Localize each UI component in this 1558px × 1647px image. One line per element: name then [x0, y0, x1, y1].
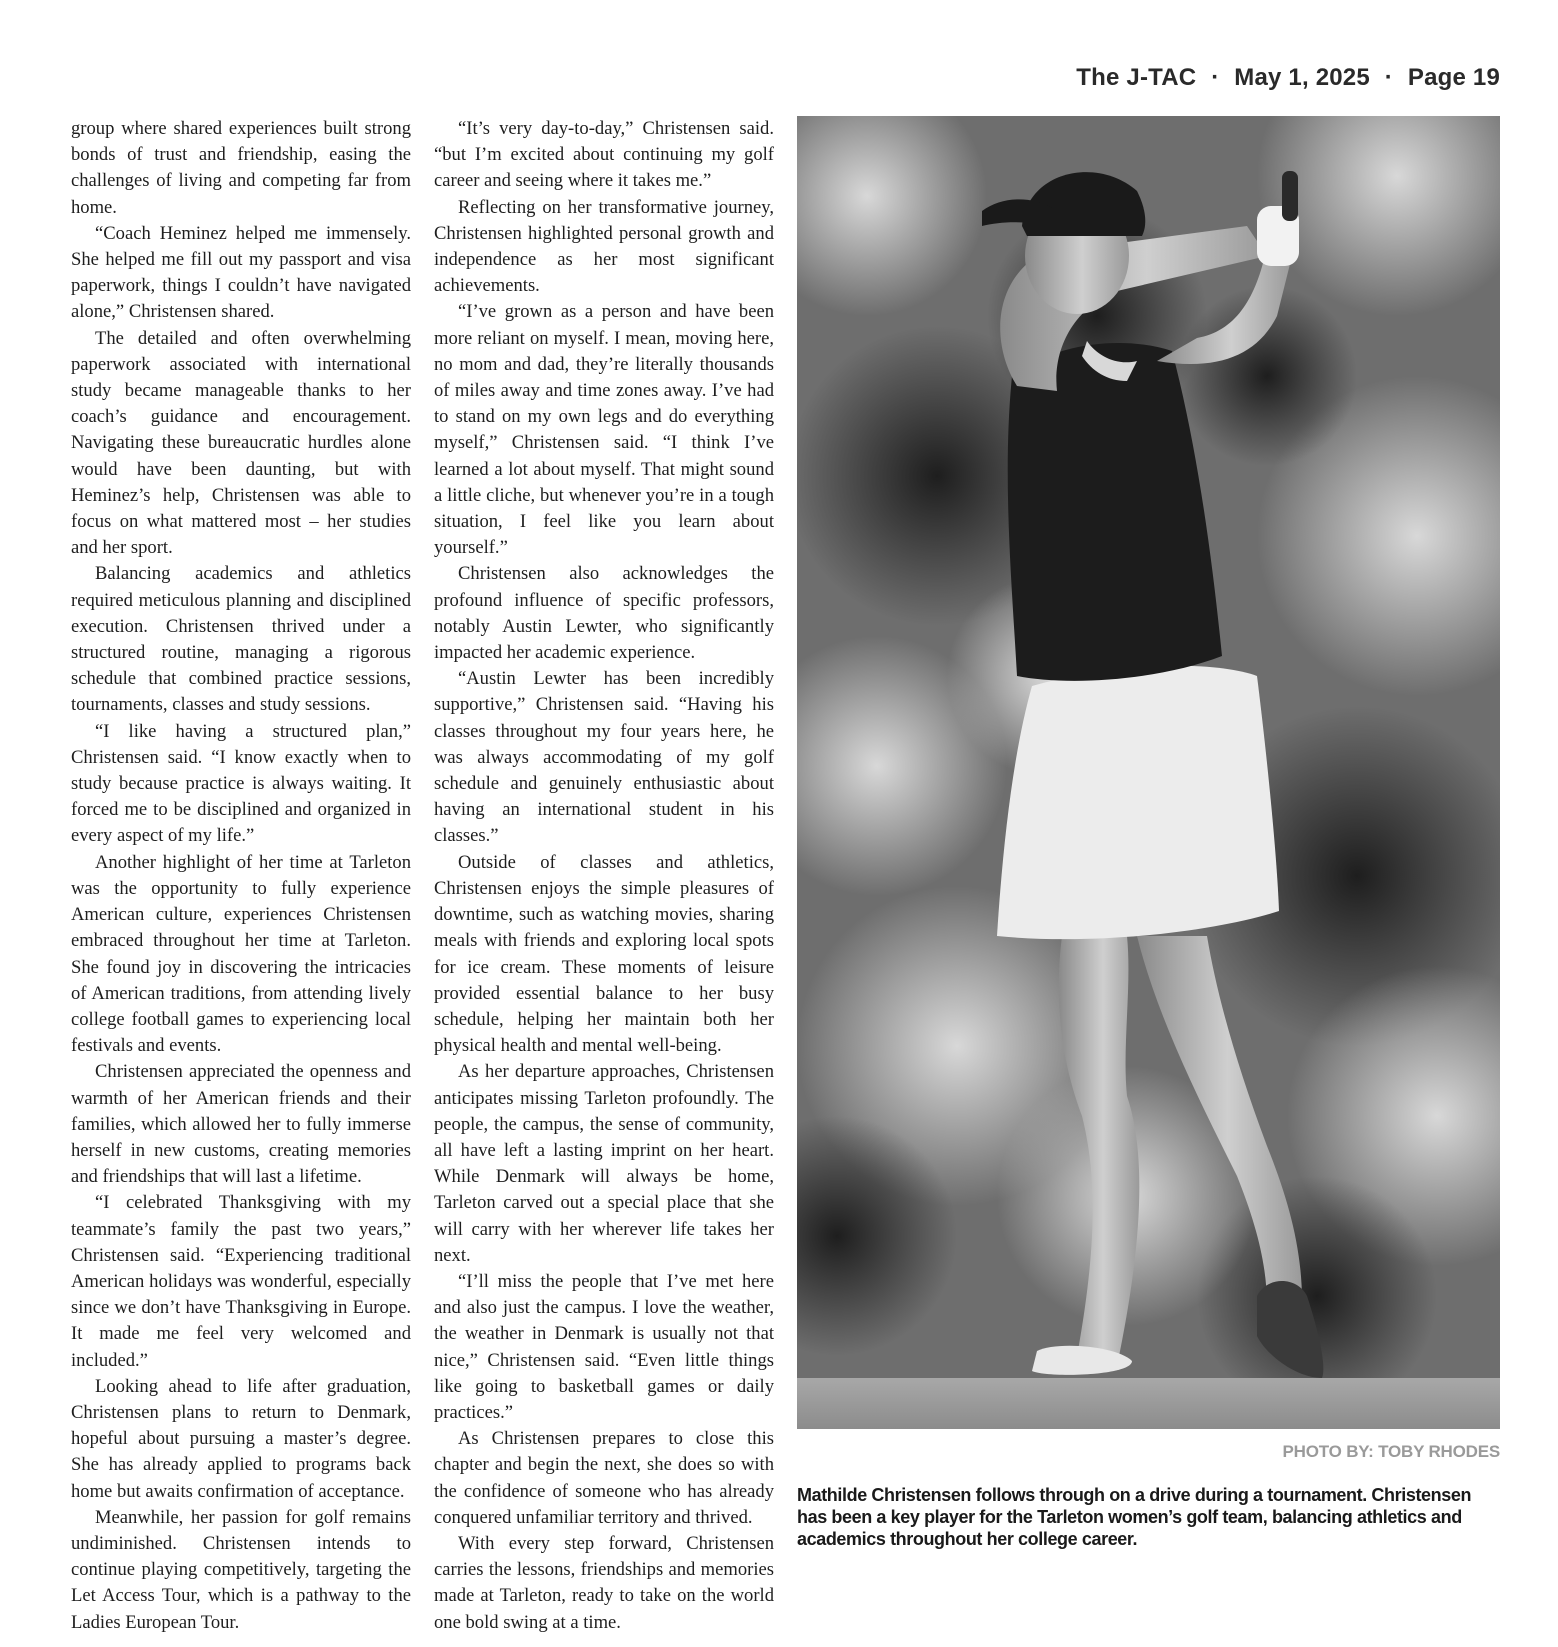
golfer-photo [797, 116, 1500, 1429]
article-paragraph: With every step forward, Christensen carries the lessons, friendships and memories made at Tarleton, ready to take on the world one bold swing at a time. [434, 1532, 774, 1633]
article-paragraph: Meanwhile, her passion for golf remains undiminished. Christensen intends to continue playing competitively, targeting the Let Access Tour, which is a pathway to the Ladies European Tour. [71, 1506, 411, 1633]
page-folio [1076, 64, 1500, 92]
article-paragraph: “I like having a structured plan,” Christensen said. “I know exactly when to study because practice is always waiting. It forced me to be disciplined and organized in every aspect of my life.” [71, 720, 411, 847]
article-paragraph: “It’s very day-to-day,” Christensen said. “but I’m excited about continuing my golf career and seeing where it takes me.” [434, 118, 774, 192]
folio-separator: · [1211, 64, 1220, 91]
photo-caption: Mathilde Christensen follows through on a drive during a tournament. Christensen has been a key player for the Tarleton women’s golf team, balancing athletics and academics throughout her college career. [797, 1485, 1472, 1549]
article-paragraph: Reflecting on her transformative journey, Christensen highlighted personal growth and independence as her most significant achievements. [434, 196, 774, 297]
article-paragraph: Balancing academics and athletics required meticulous planning and disciplined execution. Christensen thrived under a structured routine, managing a rigorous schedule that combined practice sessions, tournaments, classes and study sessions. [71, 563, 411, 716]
article-paragraph: Christensen appreciated the openness and warmth of her American friends and their families, which allowed her to fully immerse herself in new customs, creating memories and friendships that will last a lifetime. [71, 1061, 411, 1188]
article-paragraph: As Christensen prepares to close this chapter and begin the next, she does so with the confidence of someone who has already conquered unfamiliar territory and thrived. [434, 1428, 774, 1528]
article-paragraph: group where shared experiences built strong bonds of trust and friendship, easing the challenges of living and competing far from home. [71, 118, 411, 218]
article-paragraph: The detailed and often overwhelming paperwork associated with international study became manageable thanks to her coach’s guidance and encouragement. Navigating these bureaucratic hurdles alone would have been daunting, but with Heminez’s help, Christensen was able to focus on what mattered most – her studies and her sport. [71, 327, 411, 559]
article-paragraph: As her departure approaches, Christensen anticipates missing Tarleton profoundly. The people, the campus, the sense of community, all have left a lasting imprint on her heart. While Denmark will always be home, Tarleton carved out a special place that she will carry with her wherever life takes her next. [434, 1061, 774, 1266]
article-paragraph: “I celebrated Thanksgiving with my teammate’s family the past two years,” Christensen said. “Experiencing traditional American holidays was wonderful, especially since we don’t have Thanksgiving in Europe. It made me feel very welcomed and included.” [71, 1192, 411, 1371]
article-paragraph: Outside of classes and athletics, Christensen enjoys the simple pleasures of downtime, such as watching movies, sharing meals with friends and exploring local spots for ice cream. These moments of leisure provided essential balance to her busy schedule, helping her maintain both her physical health and mental well-being. [434, 851, 774, 1057]
publication-name: The J-TAC [1076, 64, 1197, 91]
article-paragraph: “Austin Lewter has been incredibly supportive,” Christensen said. “Having his classes throughout my four years here, he was always accommodating of my golf schedule and genuinely enthusiastic about having an international student in his classes.” [434, 668, 774, 847]
article-paragraph: Another highlight of her time at Tarleton was the opportunity to fully experience American culture, experiences Christensen embraced throughout her time at Tarleton. She found joy in discovering the intricacies of American traditions, from attending lively college football games to experiencing local festivals and events. [71, 851, 411, 1057]
article-paragraph: Looking ahead to life after graduation, Christensen plans to return to Denmark, hopeful about pursuing a master’s degree. She has already applied to programs back home but awaits confirmation of acceptance. [71, 1375, 411, 1502]
issue-date: May 1, 2025 [1234, 64, 1370, 91]
article-column-1 [71, 116, 411, 1636]
article-paragraph: “I’ll miss the people that I’ve met here and also just the campus. I love the weather, the weather in Denmark is usually not that nice,” Christensen said. “Even little things like going to basketball games or daily practices.” [434, 1270, 774, 1423]
article-paragraph: “I’ve grown as a person and have been more reliant on myself. I mean, moving here, no mom and dad, they’re literally thousands of miles away and time zones away. I’ve had to stand on my own legs and do everything myself,” Christensen said. “I think I’ve learned a lot about myself. That might sound a little cliche, but whenever you’re in a tough situation, I feel like you learn about yourself.” [434, 301, 774, 559]
folio-separator: · [1384, 64, 1393, 91]
article-column-2 [434, 116, 774, 1636]
article-paragraph: “Coach Heminez helped me immensely. She helped me fill out my passport and visa paperwork, things I couldn’t have navigated alone,” Christensen shared. [71, 222, 411, 323]
article-paragraph: Christensen also acknowledges the profound influence of specific professors, notably Austin Lewter, who significantly impacted her academic experience. [434, 563, 774, 664]
page-number: Page 19 [1407, 64, 1500, 91]
photo-credit: PHOTO BY: TOBY RHODES [1282, 1442, 1500, 1461]
